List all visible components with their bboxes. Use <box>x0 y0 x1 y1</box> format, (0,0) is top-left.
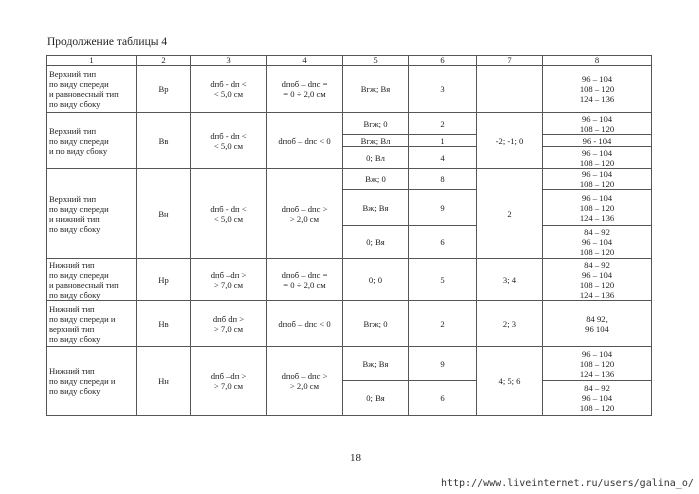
size-range-cell: 96 – 104 108 – 120 <box>543 169 652 190</box>
code-cell: 2 <box>409 113 477 135</box>
size-range-cell: 84 – 92 96 – 104 108 – 120 124 – 136 <box>543 259 652 301</box>
table-row <box>47 301 652 347</box>
value-cell: 4; 5; 6 <box>477 347 543 416</box>
front-criterion-cell: dпб - dп < < 5,0 см <box>191 66 267 113</box>
designation-cell: Нн <box>137 347 191 416</box>
subtype-cell: 0; Вя <box>343 381 409 416</box>
column-header: 7 <box>477 56 543 66</box>
watermark-url: http://www.liveinternet.ru/users/galina_o/ <box>441 478 694 489</box>
value-cell: 2; 3 <box>477 301 543 347</box>
front-criterion-cell: dпб - dп < < 5,0 см <box>191 113 267 169</box>
header-row <box>47 56 652 66</box>
value-cell: 2 <box>477 169 543 259</box>
table-row <box>47 66 652 113</box>
size-range-cell: 96 – 104 108 – 120 124 – 136 <box>543 347 652 381</box>
subtype-cell: Вж; 0 <box>343 169 409 190</box>
subtype-cell: Вгж; Вя <box>343 66 409 113</box>
column-header: 6 <box>409 56 477 66</box>
size-range-cell: 84 – 92 96 – 104 108 – 120 <box>543 381 652 416</box>
designation-cell: Вв <box>137 113 191 169</box>
figure-type-cell: Верхний тип по виду спереди и равновесный тип по виду сбоку <box>47 66 137 113</box>
front-criterion-cell: dпб dп > > 7,0 см <box>191 301 267 347</box>
designation-cell: Нр <box>137 259 191 301</box>
subtype-cell: Вж; Вя <box>343 347 409 381</box>
subtype-cell: Вгж; 0 <box>343 113 409 135</box>
table-caption: Продолжение таблицы 4 <box>47 36 168 48</box>
figure-type-cell: Нижний тип по виду спереди и равновесный тип по виду сбоку <box>47 259 137 301</box>
size-range-cell: 96 – 104 108 – 120 <box>543 147 652 169</box>
code-cell: 3 <box>409 66 477 113</box>
code-cell: 1 <box>409 135 477 147</box>
size-range-cell: 84 92, 96 104 <box>543 301 652 347</box>
code-cell: 9 <box>409 190 477 226</box>
figure-type-cell: Нижний тип по виду спереди и верхний тип по виду сбоку <box>47 301 137 347</box>
side-criterion-cell: dпоб – dпс > > 2,0 см <box>267 169 343 259</box>
table-row <box>47 169 652 190</box>
side-criterion-cell: dпоб – dпс < 0 <box>267 113 343 169</box>
value-cell <box>477 66 543 113</box>
side-criterion-cell: dпоб – dпс > > 2,0 см <box>267 347 343 416</box>
column-header: 8 <box>543 56 652 66</box>
size-range-cell: 96 – 104 108 – 120 <box>543 113 652 135</box>
code-cell: 8 <box>409 169 477 190</box>
value-cell: 3; 4 <box>477 259 543 301</box>
table-row <box>47 347 652 381</box>
column-header: 4 <box>267 56 343 66</box>
column-header: 5 <box>343 56 409 66</box>
column-header: 1 <box>47 56 137 66</box>
subtype-cell: Вж; Вя <box>343 190 409 226</box>
data-table <box>46 55 652 416</box>
figure-type-cell: Верхний тип по виду спереди и по виду сбоку <box>47 113 137 169</box>
front-criterion-cell: dпб –dп > > 7,0 см <box>191 259 267 301</box>
subtype-cell: 0; Вл <box>343 147 409 169</box>
designation-cell: Нв <box>137 301 191 347</box>
side-criterion-cell: dпоб – dпс = = 0 ÷ 2,0 см <box>267 66 343 113</box>
figure-type-cell: Верхний тип по виду спереди и нижний тип по виду сбоку <box>47 169 137 259</box>
size-range-cell: 96 – 104 108 – 120 124 – 136 <box>543 66 652 113</box>
subtype-cell: Вгж; Вл <box>343 135 409 147</box>
value-cell: -2; -1; 0 <box>477 113 543 169</box>
code-cell: 2 <box>409 301 477 347</box>
table-row <box>47 259 652 301</box>
column-header: 2 <box>137 56 191 66</box>
column-header: 3 <box>191 56 267 66</box>
table-row <box>47 113 652 130</box>
front-criterion-cell: dпб –dп > > 7,0 см <box>191 347 267 416</box>
size-range-cell: 96 - 104 <box>543 135 652 147</box>
figure-type-cell: Нижний тип по виду спереди и по виду сбоку <box>47 347 137 416</box>
side-criterion-cell: dпоб – dпс = = 0 ÷ 2,0 см <box>267 259 343 301</box>
page-number: 18 <box>350 452 361 464</box>
code-cell: 6 <box>409 381 477 416</box>
size-range-cell: 84 – 92 96 – 104 108 – 120 <box>543 226 652 259</box>
size-range-cell: 96 – 104 108 – 120 124 – 136 <box>543 190 652 226</box>
code-cell: 9 <box>409 347 477 381</box>
code-cell: 5 <box>409 259 477 301</box>
designation-cell: Вн <box>137 169 191 259</box>
side-criterion-cell: dпоб – dпс < 0 <box>267 301 343 347</box>
front-criterion-cell: dпб - dп < < 5,0 см <box>191 169 267 259</box>
subtype-cell: 0; 0 <box>343 259 409 301</box>
designation-cell: Вр <box>137 66 191 113</box>
subtype-cell: Вгж; 0 <box>343 301 409 347</box>
code-cell: 6 <box>409 226 477 259</box>
code-cell: 4 <box>409 147 477 169</box>
subtype-cell: 0; Вя <box>343 226 409 259</box>
